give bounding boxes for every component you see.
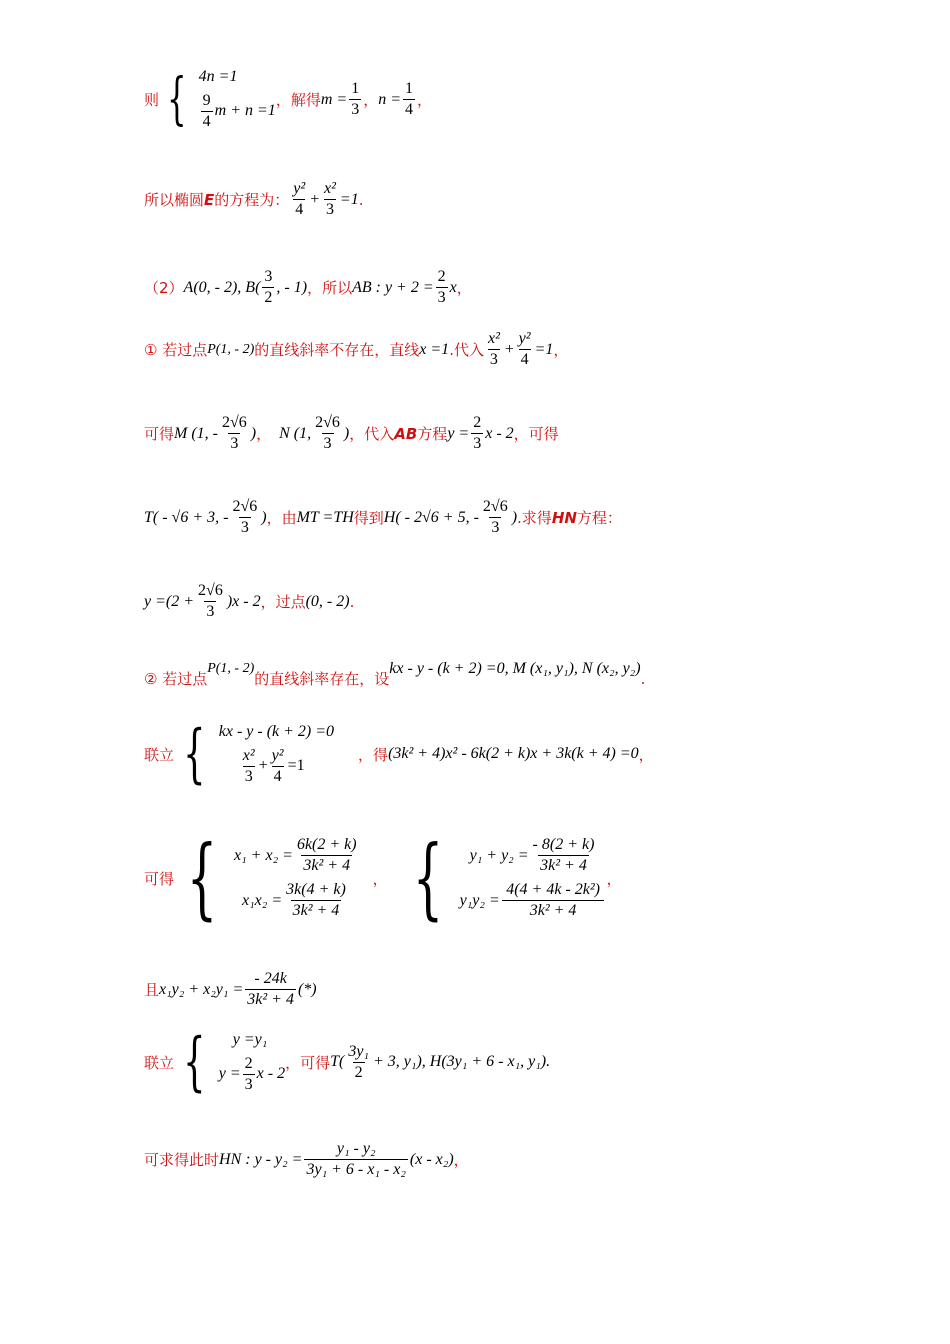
point-T-open: T(	[330, 1053, 345, 1070]
line-case2	[144, 659, 646, 689]
vieta-x-system	[174, 826, 361, 929]
x-minus-x2: (x - x₂)	[409, 1150, 454, 1168]
equation-system-mn	[159, 68, 276, 131]
comma: ，	[417, 91, 433, 109]
left-brace: {	[186, 826, 218, 929]
eq-y-y1: y =y₁	[232, 1030, 268, 1048]
points-T-H: + 3, y₁), H(3y₁ + 6 - x₁, y₁).	[373, 1053, 551, 1070]
points-A-B: A(0, - 2), B(	[183, 278, 261, 296]
text-jiede: ，解得	[275, 91, 321, 109]
fraction-2-3: $\frac{2}{3}$	[437, 268, 446, 306]
fraction-y2-4: $\frac{\text{y²}}{4}$	[518, 330, 531, 368]
line-MN	[144, 414, 559, 453]
text-part2: （2）	[144, 279, 184, 297]
text-qiude: .求得	[517, 509, 552, 527]
paren-close: )	[250, 424, 257, 442]
line-part2-AB	[144, 268, 472, 307]
left-brace: {	[167, 66, 187, 132]
point-B-end: , - 1)	[276, 278, 308, 296]
fraction-2-3: $\frac{2}{3}$	[473, 414, 482, 452]
point-H: H( - 2√6 + 5, -	[383, 508, 479, 526]
fraction-2sqrt6-3: $\frac{2√6}{3}$	[315, 414, 340, 452]
left-brace: {	[183, 1025, 206, 1099]
text-AB: AB	[394, 424, 418, 443]
text-kede: ，可得	[513, 425, 559, 443]
paren-close: )	[343, 424, 350, 442]
comma: ，	[456, 279, 472, 297]
n-equals: n =	[378, 90, 401, 108]
star-mark: (*)	[297, 980, 317, 998]
line-lianli-2	[144, 1025, 551, 1099]
text-suoyi: ，所以	[307, 279, 353, 297]
equals-one: =1	[534, 340, 554, 358]
quadratic-equation: (3k² + 4)x² - 6k(2 + k)x + 3k(k + 4) =0	[388, 745, 639, 762]
point-P: P(1, - 2)	[207, 341, 255, 357]
eq-4n: 4n =1	[198, 68, 238, 85]
comma: ，	[453, 1151, 469, 1169]
fraction-2sqrt6-3: $\frac{2√6}{3}$	[198, 582, 223, 620]
text-ze: 则	[144, 91, 160, 109]
var-x: x	[449, 278, 457, 296]
text-you: ，由	[266, 509, 297, 527]
text-de: ，得	[358, 745, 389, 764]
fraction-slope-HN: $\frac{\text{y₁ - y₂}}{\text{3y₁ + 6 - x₁ - x₂}}$	[306, 1140, 406, 1178]
comma: ，	[372, 869, 388, 888]
text-dairu: .代入	[449, 341, 484, 359]
fraction-one-fourth: $\frac{1}{4}$	[405, 80, 413, 118]
fraction-y2-4: $\frac{\text{y²}}{4}$	[293, 180, 306, 218]
eq-MT-TH: MT =TH	[296, 508, 354, 526]
point-M: M (1, -	[174, 424, 218, 442]
line-equation-MN: kx - y - (k + 2) =0, M (x₁, y₁), N (x₂, y₂)	[389, 659, 641, 677]
fraction-2sqrt6-3: $\frac{2√6}{3}$	[232, 498, 258, 536]
eq-x-sum: x₁ + x₂ = $\frac{6k(2 + k)}{\text{3k² + 4}}$	[234, 836, 357, 874]
line-vieta	[144, 826, 622, 929]
y-equals: y =	[447, 424, 470, 442]
comma: ，	[256, 425, 272, 443]
fraction-3y1-2: $\frac{\text{3y₁}}{2}$	[348, 1042, 369, 1081]
x-minus-2: )x - 2	[226, 592, 261, 610]
period: .	[640, 669, 646, 688]
fraction-2sqrt6-3: $\frac{2√6}{3}$	[222, 414, 247, 452]
paren-close: )	[511, 508, 518, 526]
fraction-x2-3: $\frac{\text{x²}}{3}$	[487, 330, 500, 368]
line-ellipse-equation	[144, 180, 363, 219]
comma: ，	[363, 91, 379, 109]
text-suoyi: 所以椭圆	[144, 191, 205, 209]
line-case1	[144, 330, 568, 369]
text-kede: ，可得	[285, 1053, 331, 1072]
equation-system-T-H	[174, 1025, 286, 1099]
text-fangcheng: 方程	[417, 425, 448, 443]
eq-ellipse: $\frac{\text{x²}}{3}$ + $\frac{\text{y²}}{4}$ =1	[242, 746, 305, 785]
line-HN-equation	[144, 582, 354, 621]
eq-y-product: y₁y₂ = $\frac{\text{4(4 + 4k - 2k²)}}{\text{3k² + 4}}$	[460, 881, 607, 920]
plus-sign: +	[503, 340, 515, 358]
m-equals: m =	[320, 90, 348, 108]
text-E: E	[204, 190, 215, 209]
line-HN-final	[144, 1140, 469, 1179]
point-P: P(1, - 2)	[207, 660, 255, 676]
comma: ，	[606, 869, 622, 888]
period: .	[358, 190, 364, 209]
text-slope-none: 的直线斜率不存在，直线	[254, 341, 420, 359]
line-lianli-1	[144, 717, 654, 791]
eq-m-n: $\frac{9}{4}$ m + n =1	[202, 92, 276, 130]
fraction-2sqrt6-3: $\frac{2√6}{3}$	[482, 498, 508, 536]
vieta-y-system	[400, 826, 607, 929]
fraction-x2-3: $\frac{\text{x²}}{3}$	[323, 180, 336, 218]
line-T-H	[144, 498, 622, 537]
paren-close: )	[261, 508, 267, 526]
text-fangcheng: 的方程为：	[214, 191, 290, 209]
text-case1: ① 若过点	[144, 341, 208, 359]
eq-x-product: x₁x₂ = $\frac{3k(4 + k)}{\text{3k² + 4}}$	[242, 881, 346, 919]
eq-y-sum: y₁ + y₂ = $\frac{- 8(2 + k)}{\text{3k² + 4}}$	[469, 836, 595, 874]
eq-line-AB: y = $\frac{2}{3}$ x - 2	[218, 1054, 286, 1093]
x-minus-2: x - 2	[485, 424, 514, 442]
line-AB: AB : y + 2 =	[352, 278, 434, 296]
text-HN: HN	[551, 508, 577, 527]
text-lianli: 联立	[144, 745, 175, 764]
text-kequde: 可求得此时	[144, 1151, 220, 1169]
text-dedao: 得到	[353, 509, 384, 527]
text-dairu: ，代入	[349, 425, 395, 443]
text-qie: 且	[144, 981, 160, 999]
line-x1: x =1	[419, 340, 450, 358]
comma: ，	[638, 745, 654, 764]
line-solve-mn	[144, 68, 432, 131]
eq-line: kx - y - (k + 2) =0	[218, 722, 335, 740]
text-kede: 可得	[144, 425, 175, 443]
fraction-one-third: $\frac{1}{3}$	[351, 80, 360, 118]
point-T: T( - √6 + 3, -	[144, 508, 229, 526]
plus-sign: +	[309, 190, 320, 208]
left-brace: {	[412, 826, 444, 929]
line-cross-sum	[144, 970, 317, 1009]
cross-sum-lhs: x₁y₂ + x₂y₁ =	[159, 980, 244, 998]
comma: ，	[553, 341, 569, 359]
text-fangcheng: 方程：	[576, 509, 622, 527]
point-N: N (1,	[279, 424, 312, 442]
text-lianli: 联立	[144, 1053, 175, 1072]
y-equals-2-plus: y =(2 +	[144, 592, 195, 610]
equals-one: =1	[339, 190, 359, 208]
period: .	[349, 592, 355, 611]
HN-lhs: HN : y - y₂ =	[219, 1150, 303, 1168]
text-slope-exists: 的直线斜率存在，设	[254, 670, 390, 688]
fraction-neg24k: $\frac{- 24k}{\text{3k² + 4}}$	[247, 970, 294, 1008]
text-kede: 可得	[144, 869, 175, 888]
text-case2: ② 若过点	[144, 670, 208, 688]
equation-system-line-ellipse	[174, 717, 335, 791]
fraction-3-2: $\frac{3}{2}$	[264, 268, 273, 306]
text-guodian: ，过点	[260, 593, 306, 611]
point-0-neg2: (0, - 2)	[305, 592, 350, 610]
left-brace: {	[183, 717, 206, 791]
